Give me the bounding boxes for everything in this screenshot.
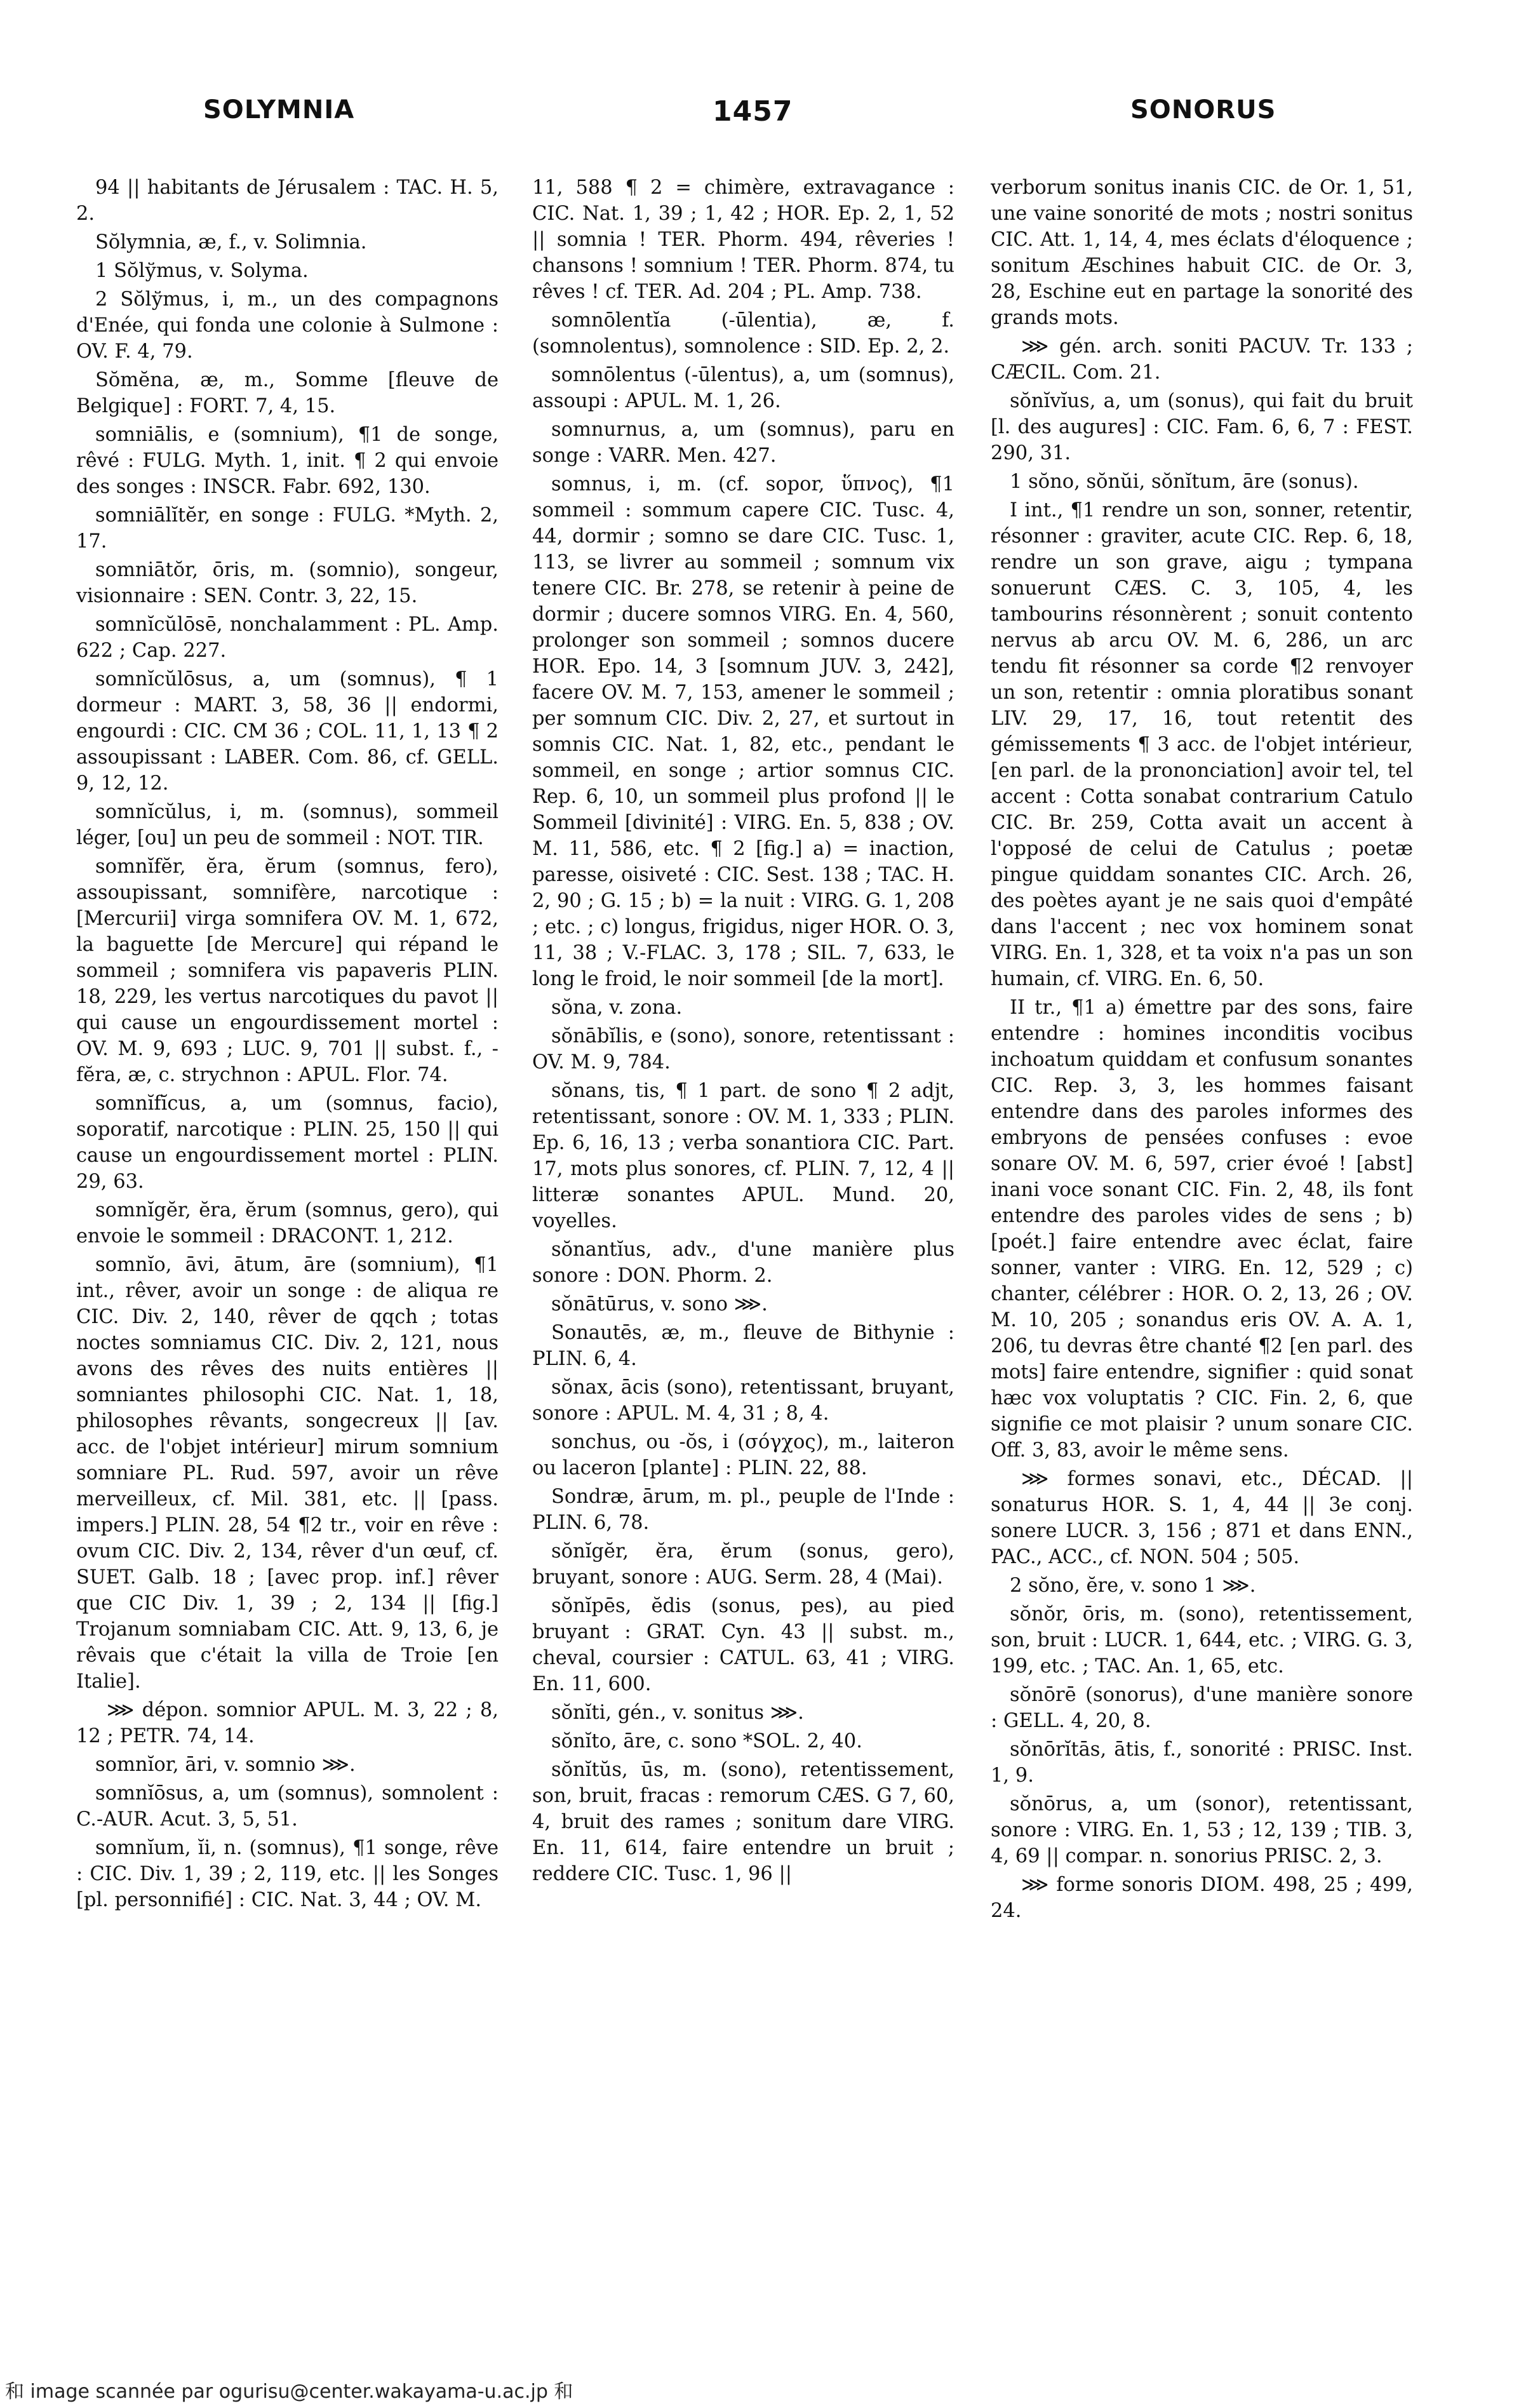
page-header [0,95,1540,140]
scan-credit-footer: 和 image scannée par ogurisu@center.wakayama-u.ac.jp 和 [5,2381,573,2403]
dictionary-entry: sŏnĭti, gén., v. sonitus ⋙. [551,1702,804,1724]
dictionary-entry: sŏnantĭus, adv., d'une manière plus sonore : DON. Phorm. 2. [532,1239,954,1287]
dictionary-entry: 1 sŏno, sŏnŭi, sŏnĭtum, āre (sonus). [1010,471,1359,493]
dictionary-entry: somnĭum, ĭi, n. (somnus), ¶1 songe, rêve : CIC. Div. 1, 39 ; 2, 119, etc. || les Songes [pl. personnifié] : CIC. Nat. 3, 44 ; OV. M. [76,1837,499,1911]
dictionary-entry: 11, 588 ¶ 2 = chimère, extravagance : CIC. Nat. 1, 39 ; 1, 42 ; HOR. Ep. 2, 1, 52 || somnia ! TER. Phorm. 494, rêveries ! chansons ! somnium ! TER. Phorm. 874, tu rêves ! cf. TER. Ad. 204 ; PL. Amp. 738. [532,177,954,303]
dictionary-entry: 1 Sŏlўmus, v. Solyma. [95,260,309,282]
dictionary-entry: somniātŏr, ōris, m. (somnio), songeur, visionnaire : SEN. Contr. 3, 22, 15. [76,559,499,607]
dictionary-entry: somnĭfĕr, ĕra, ĕrum (somnus, fero), assoupissant, somnifère, narcotique : [Mercurii] virga somnifera OV. M. 1, 672, la baguette [de Mercure] qui répand le sommeil ; somnifera vis papaveris PLIN. 18, 229, les vertus narcotiques du pavot || qui cause un engourdissement mortel : OV. M. 9, 693 ; LUC. 9, 701 || subst. f., -fĕra, æ, c. strychnon : APUL. Flor. 74. [76,856,499,1086]
dictionary-entry: somnĭgĕr, ĕra, ĕrum (somnus, gero), qui envoie le sommeil : DRACONT. 1, 212. [76,1199,499,1247]
dictionary-entry: I int., ¶1 rendre un son, sonner, retentir, résonner : graviter, acute CIC. Rep. 6, 18, rendre un son grave, aigu ; tympana sonuerunt CÆS. C. 3, 105, 4, les tambourins résonnèrent ; sonuit contento nervus ab arcu OV. M. 6, 286, un arc tendu fit résonner sa corde ¶2 renvoyer un son, retentir : omnia ploratibus sonant LIV. 29, 17, 16, tout retentit des gémissements ¶ 3 acc. de l'objet intérieur, [en parl. de la prononciation] avoir tel, tel accent : Cotta sonabat contrarium Catulo CIC. Br. 259, Cotta avait un accent à l'opposé de celui de Catulus ; poetæ pingue quiddam sonantes CIC. Arch. 26, des poètes ayant je ne sais quoi d'empâté dans l'accent ; nec vox hominem sonat VIRG. En. 1, 328, et ta voix n'a pas un son humain, cf. VIRG. En. 6, 50. [991,499,1413,990]
dictionary-entry: Sŏmĕna, æ, m., Somme [fleuve de Belgique] : FORT. 7, 4, 15. [76,369,499,417]
dictionary-entry: Sonautēs, æ, m., fleuve de Bithynie : PLIN. 6, 4. [532,1322,954,1370]
dictionary-entry: somniālĭtĕr, en songe : FULG. *Myth. 2, 17. [76,504,499,553]
dictionary-entry: somniālis, e (somnium), ¶1 de songe, rêvé : FULG. Myth. 1, init. ¶ 2 qui envoie des songes : INSCR. Fabr. 692, 130. [76,424,499,498]
dictionary-entry: somnōlentus (-ūlentus), a, um (somnus), assoupi : APUL. M. 1, 26. [532,364,954,412]
dictionary-entry: somnĭcŭlōsus, a, um (somnus), ¶ 1 dormeur : MART. 3, 58, 36 || endormi, engourdi : CIC. CM 36 ; COL. 11, 1, 13 ¶ 2 assoupissant : LABER. Com. 86, cf. GELL. 9, 12, 12. [76,668,499,795]
dictionary-entry: somnurnus, a, um (somnus), paru en songe : VARR. Men. 427. [532,419,954,467]
dictionary-entry: sŏnans, tis, ¶ 1 part. de sono ¶ 2 adjt, retentissant, sonore : OV. M. 1, 333 ; PLIN. Ep. 6, 16, 13 ; verba sonantiora CIC. Part. 17, mots plus sonores, cf. PLIN. 7, 12, 4 || litteræ sonantes APUL. Mund. 20, voyelles. [532,1080,954,1232]
dictionary-entry: sŏnŏr, ōris, m. (sono), retentissement, son, bruit : LUCR. 1, 644, etc. ; VIRG. G. 3, 199, etc. ; TAC. An. 1, 65, etc. [991,1603,1413,1677]
dictionary-entry: somnĭor, āri, v. somnio ⋙. [95,1754,356,1776]
dictionary-entry: ⋙ forme sonoris DIOM. 498, 25 ; 499, 24. [991,1874,1413,1922]
dictionary-entry: sŏnĭvĭus, a, um (sonus), qui fait du bruit [l. des augures] : CIC. Fam. 6, 6, 7 : FEST. 290, 31. [991,390,1413,464]
dictionary-entry: sŏna, v. zona. [551,997,683,1019]
dictionary-entry: sŏnĭtŭs, ūs, m. (sono), retentissement, son, bruit, fracas : remorum CÆS. G 7, 60, 4, bruit des rames ; sonitum dare VIRG. En. 11, 614, faire entendre un bruit ; reddere CIC. Tusc. 1, 96 || [532,1759,954,1885]
dictionary-entry: sŏnĭgĕr, ĕra, ĕrum (sonus, gero), bruyant, sonore : AUG. Serm. 28, 4 (Mai). [532,1540,954,1589]
dictionary-entry: 2 Sŏlўmus, i, m., un des compagnons d'Enée, qui fonda une colonie à Sulmone : OV. F. 4, 79. [76,288,499,363]
dictionary-entry: sŏnĭpēs, ĕdis (sonus, pes), au pied bruyant : GRAT. Cyn. 43 || subst. m., cheval, coursier : CATUL. 63, 41 ; VIRG. En. 11, 600. [532,1595,954,1695]
dictionary-entry: Sŏlymnia, æ, f., v. Solimnia. [95,231,367,253]
dictionary-entry: sŏnābĭlis, e (sono), sonore, retentissant : OV. M. 9, 784. [532,1025,954,1073]
dictionary-entry: sŏnax, ācis (sono), retentissant, bruyant, sonore : APUL. M. 4, 31 ; 8, 4. [532,1376,954,1425]
dictionary-entry: sŏnĭto, āre, c. sono *SOL. 2, 40. [551,1730,862,1752]
dictionary-entry: somnōlentĭa (-ūlentia), æ, f. (somnolentus), somnolence : SID. Ep. 2, 2. [532,309,954,358]
dictionary-entry: sŏnōrĭtās, ātis, f., sonorité : PRISC. Inst. 1, 9. [991,1738,1413,1787]
dictionary-entry: ⋙ formes sonavi, etc., DÉCAD. || sonaturus HOR. S. 1, 4, 44 || 3e conj. sonere LUCR. 3, 156 ; 871 et dans ENN., PAC., ACC., cf. NON. 504 ; 505. [991,1468,1413,1568]
dictionary-entry: somnus, i, m. (cf. sopor, ὕπνος), ¶1 sommeil : sommum capere CIC. Tusc. 4, 44, dormir ; somno se dare CIC. Tusc. 1, 113, se livrer au sommeil ; somnum vix tenere CIC. Br. 278, se retenir à peine de dormir ; ducere somnos VIRG. En. 4, 560, prolonger son sommeil ; somnos ducere HOR. Epo. 14, 3 [somnum JUV. 3, 242], facere OV. M. 7, 153, amener le sommeil ; per somnum CIC. Div. 2, 27, et surtout in somnis CIC. Nat. 1, 82, etc., pendant le sommeil, en songe ; artior somnus CIC. Rep. 6, 10, un sommeil plus profond || le Sommeil [divinité] : VIRG. En. 5, 838 ; OV. M. 11, 586, etc. ¶ 2 [fig.] a) = inaction, paresse, oisiveté : CIC. Sest. 138 ; TAC. H. 2, 90 ; G. 15 ; b) = la nuit : VIRG. G. 1, 208 ; etc. ; c) longus, frigidus, niger HOR. O. 3, 11, 38 ; V.-FLAC. 3, 178 ; SIL. 7, 633, le long le froid, le noir sommeil [de la mort]. [532,473,954,990]
running-head-right: SONORUS [1130,95,1276,124]
dictionary-column-2 [532,175,954,2385]
dictionary-column-1 [76,175,499,2385]
dictionary-entry: II tr., ¶1 a) émettre par des sons, faire entendre : homines inconditis vocibus inchoatum quiddam et confusum sonantes CIC. Rep. 3, 3, les hommes faisant entendre dans des paroles informes des embryons de pensées confuses : evoe sonare OV. M. 6, 597, crier évoé ! [abst] inani voce sonant CIC. Fin. 2, 48, ils font entendre des paroles vides de sens ; b) [poét.] faire entendre avec éclat, faire sonner, vanter : VIRG. En. 12, 529 ; c) chanter, célébrer : HOR. O. 2, 13, 26 ; OV. M. 10, 205 ; sonandus eris OV. A. A. 1, 206, tu devras être chanté ¶2 [en parl. des mots] faire entendre, signifier : quid sonat hæc vox voluptatis ? CIC. Fin. 2, 6, que signifie ce mot plaisir ? unum sonare CIC. Off. 3, 83, avoir le même sens. [991,997,1413,1462]
dictionary-entry: sonchus, ou -ŏs, i (σόγχος), m., laiteron ou laceron [plante] : PLIN. 22, 88. [532,1431,954,1479]
dictionary-column-3 [991,175,1413,2385]
dictionary-entry: 2 sŏno, ĕre, v. sono 1 ⋙. [1010,1575,1256,1597]
running-head-left: SOLYMNIA [203,95,355,124]
dictionary-entry: ⋙ gén. arch. soniti PACUV. Tr. 133 ; CÆCIL. Com. 21. [991,335,1413,384]
dictionary-entry: somnĭōsus, a, um (somnus), somnolent : C.-AUR. Acut. 3, 5, 51. [76,1782,499,1831]
dictionary-entry: sŏnōrē (sonorus), d'une manière sonore : GELL. 4, 20, 8. [991,1684,1413,1732]
dictionary-entry: ⋙ dépon. somnior APUL. M. 3, 22 ; 8, 12 ; PETR. 74, 14. [76,1699,499,1747]
dictionary-entry: somnĭcŭlōsē, nonchalamment : PL. Amp. 622 ; Cap. 227. [76,614,499,662]
dictionary-entry: 94 || habitants de Jérusalem : TAC. H. 5, 2. [76,177,499,225]
dictionary-entry: Sondræ, ārum, m. pl., peuple de l'Inde : PLIN. 6, 78. [532,1486,954,1534]
dictionary-entry: somnĭfĭcus, a, um (somnus, facio), soporatif, narcotique : PLIN. 25, 150 || qui cause un engourdissement mortel : PLIN. 29, 63. [76,1092,499,1193]
dictionary-entry: somnĭo, āvi, ātum, āre (somnium), ¶1 int., rêver, avoir un songe : de aliqua re CIC. Div. 2, 140, rêver de qqch ; totas noctes somniamus CIC. Div. 2, 121, nous avons des rêves des nuits entières || somniantes philosophi CIC. Nat. 1, 18, philosophes rêvants, songecreux || [av. acc. de l'objet intérieur] mirum somnium somniare PL. Rud. 597, avoir un rêve merveilleux, cf. Mil. 381, etc. || [pass. impers.] PLIN. 28, 54 ¶2 tr., voir en rêve : ovum CIC. Div. 2, 134, rêver d'un œuf, cf. SUET. Galb. 18 ; [avec prop. inf.] rêver que CIC Div. 1, 39 ; 2, 134 || [fig.] Trojanum somniabam CIC. Att. 9, 13, 6, je rêvais que c'était la villa de Troie [en Italie]. [76,1254,499,1693]
dictionary-entry: somnĭcŭlus, i, m. (somnus), sommeil léger, [ou] un peu de sommeil : NOT. TIR. [76,801,499,849]
dictionary-entry: sŏnātūrus, v. sono ⋙. [551,1293,768,1315]
dictionary-entry: sŏnōrus, a, um (sonor), retentissant, sonore : VIRG. En. 1, 53 ; 12, 139 ; TIB. 3, 4, 69 || compar. n. sonorius PRISC. 2, 3. [991,1793,1413,1867]
dictionary-entry: verborum sonitus inanis CIC. de Or. 1, 51, une vaine sonorité de mots ; nostri sonitus CIC. Att. 1, 14, 4, mes éclats d'éloquence ; sonitum Æschines habuit CIC. de Or. 3, 28, Eschine eut en partage la sonorité des grands mots. [991,177,1413,329]
page-number: 1457 [713,95,793,128]
